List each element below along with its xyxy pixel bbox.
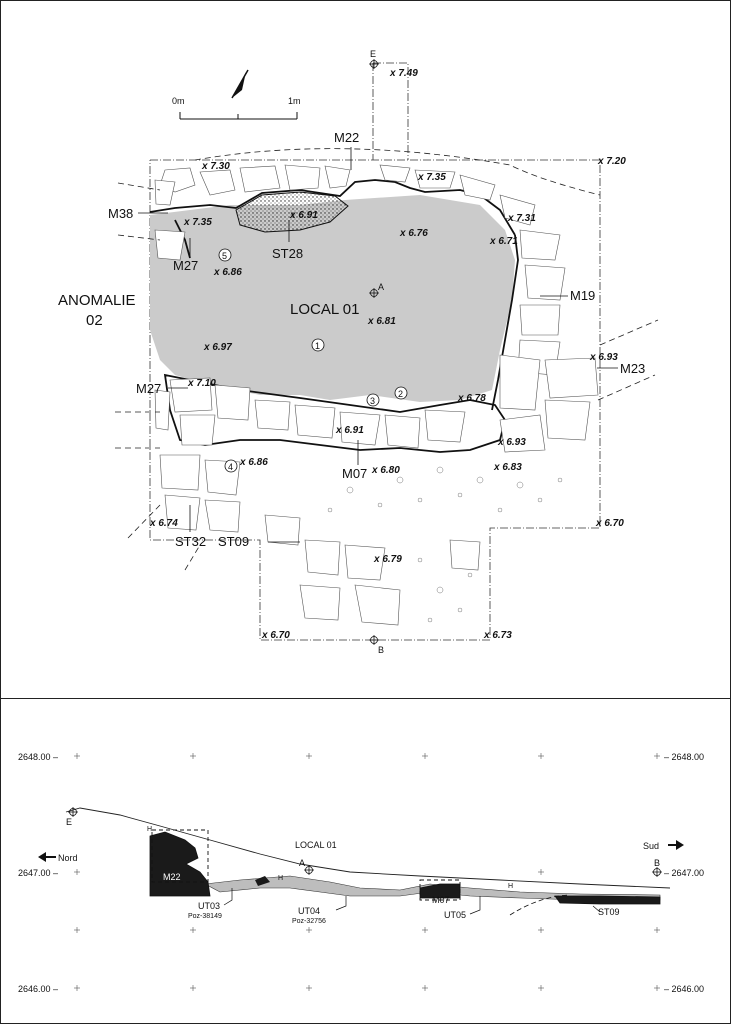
section-sample-ut03: Poz-38149: [188, 913, 222, 920]
axis-right-2647: – 2647.00: [664, 868, 705, 878]
elevation: x 6.93: [590, 352, 618, 363]
label-st09: ST09: [218, 534, 250, 549]
m22-wall: [150, 832, 210, 896]
axis-right-2646: – 2646.00: [664, 984, 705, 994]
elevation: x 6.80: [372, 465, 400, 476]
plan-view: [58, 49, 658, 655]
section-view: [18, 752, 704, 994]
scale-end: 1m: [288, 96, 301, 106]
section-sample-ut04: Poz-32756: [292, 918, 326, 925]
elevation: x 6.83: [494, 462, 522, 473]
section-point-e: E: [66, 817, 73, 827]
elevation: x 6.78: [458, 393, 486, 404]
direction-nord: Nord: [58, 853, 78, 863]
elevation: x 7.30: [202, 161, 230, 172]
axis-right-2648: – 2648.00: [664, 752, 705, 762]
elevation: x 7.31: [508, 213, 536, 224]
axis-left-2646: 2646.00 –: [18, 984, 59, 994]
plan-point-b: B: [378, 645, 385, 655]
elevation: x 7.35: [184, 217, 212, 228]
plan-point-a: A: [378, 282, 385, 292]
section-label-st09: ST09: [598, 907, 620, 917]
elevation: x 6.86: [214, 267, 242, 278]
marker-4: 4: [228, 462, 234, 472]
section-label-ut05: UT05: [444, 910, 467, 920]
elevation: x 6.79: [374, 554, 402, 565]
marker-5: 5: [222, 251, 228, 261]
label-m19: M19: [570, 288, 596, 303]
label-m07: M07: [342, 466, 368, 481]
axis-left-2647: 2647.00 –: [18, 868, 59, 878]
section-label-ut04: UT04: [298, 906, 321, 916]
section-point-b: B: [654, 858, 661, 868]
elevation: x 6.86: [240, 457, 268, 468]
section-local-01: LOCAL 01: [295, 840, 337, 850]
elevation: x 7.10: [188, 378, 216, 389]
section-label-ut03: UT03: [198, 901, 221, 911]
label-st32: ST32: [175, 534, 207, 549]
label-m38: M38: [108, 206, 134, 221]
elevation: x 6.91: [336, 425, 364, 436]
label-st28: ST28: [272, 246, 304, 261]
h-mark-3: H: [508, 883, 514, 890]
scale-start: 0m: [172, 96, 185, 106]
elevation: x 7.20: [598, 156, 626, 167]
label-anomalie-number: 02: [86, 312, 103, 329]
label-m23: M23: [620, 361, 646, 376]
elevation: x 6.97: [204, 342, 232, 353]
elevation: x 6.93: [498, 437, 526, 448]
plan-point-e: E: [370, 49, 377, 59]
section-point-a: A: [299, 858, 306, 868]
h-mark-1: H: [147, 826, 153, 833]
h-mark-2: H: [278, 875, 284, 882]
section-label-m07: M07: [432, 895, 450, 905]
direction-sud: Sud: [643, 841, 660, 851]
label-m22: M22: [334, 130, 360, 145]
label-m27-left: M27: [136, 381, 162, 396]
elevation: x 6.91: [290, 210, 318, 221]
arrow-right-icon: [668, 840, 684, 850]
scale-bar: [180, 112, 297, 119]
elevation: x 6.74: [150, 518, 178, 529]
elevation: x 6.76: [400, 228, 428, 239]
elevation: x 6.71: [490, 236, 518, 247]
elevation: x 6.73: [484, 630, 512, 641]
label-anomalie: ANOMALIE: [58, 292, 136, 309]
elevation: x 6.70: [262, 630, 290, 641]
marker-2: 2: [398, 389, 404, 399]
st09-deposit: [555, 896, 660, 904]
elevation: x 7.35: [418, 172, 446, 183]
marker-1: 1: [315, 341, 321, 351]
axis-left-2648: 2648.00 –: [18, 752, 59, 762]
arrow-left-icon: [38, 852, 56, 862]
elevation: x 6.81: [368, 316, 396, 327]
section-label-m22: M22: [163, 872, 181, 882]
elevation: x 6.70: [596, 518, 624, 529]
label-local-01: LOCAL 01: [290, 301, 360, 318]
north-arrow-icon: [232, 70, 248, 98]
marker-3: 3: [370, 396, 376, 406]
label-m27-top: M27: [173, 258, 199, 273]
elevation: x 7.49: [390, 68, 418, 79]
